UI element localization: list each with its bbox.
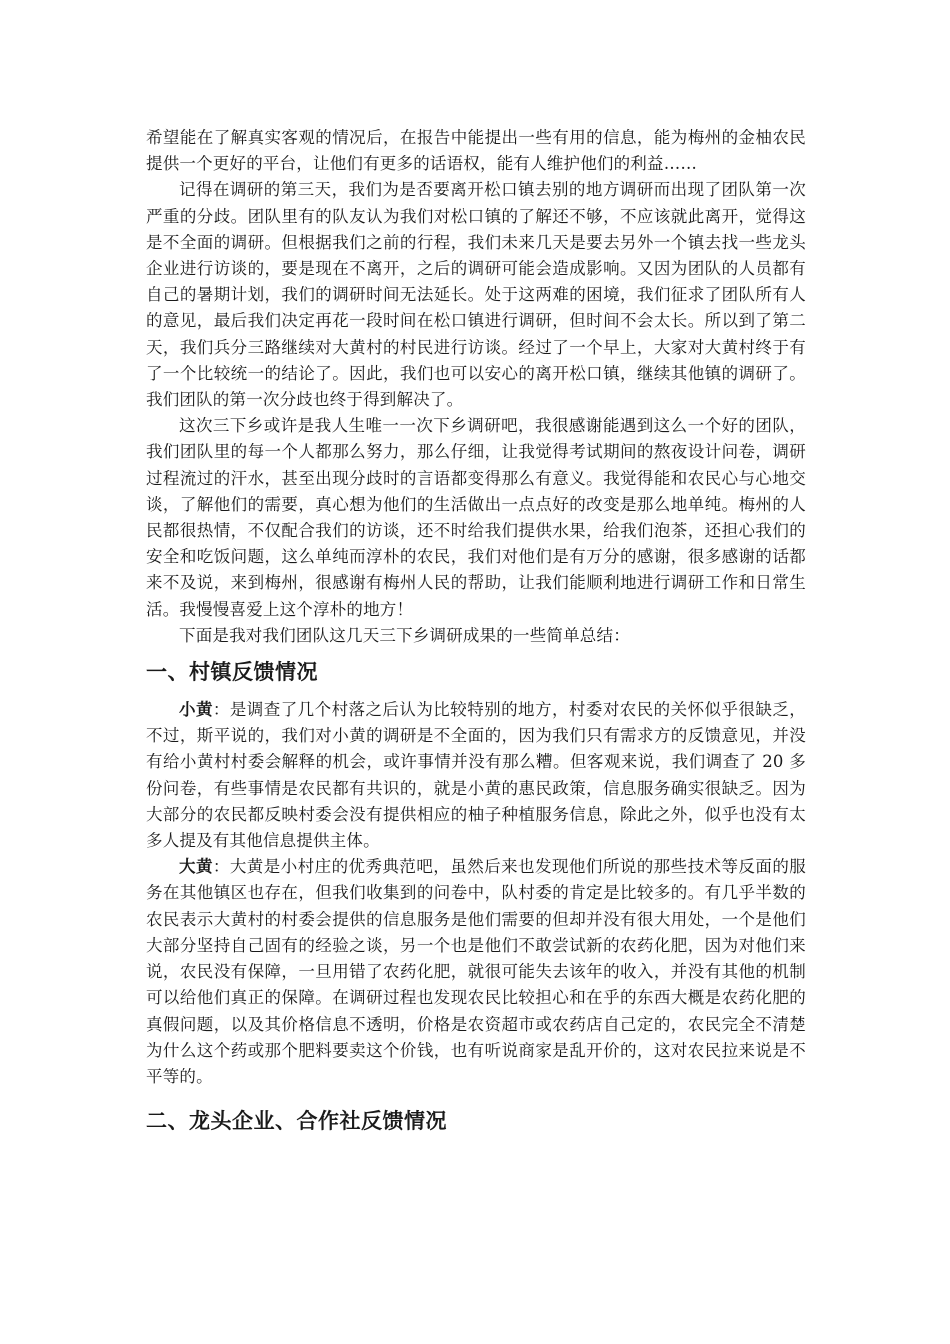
paragraph-gratitude: 这次三下乡或许是我人生唯一一次下乡调研吧，我很感谢能遇到这么一个好的团队，我们团队里的每一个人都那么努力，那么仔细，让我觉得考试期间的熬夜设计问卷，调研过程流过的汗水，甚至出现分歧时的言语都变得那么有意义。我觉得能和农民心与心地交谈，了解他们的需要，真心想为他们的生活做出一点点好的改变是那么地单纯。梅州的人民都很热情，不仅配合我们的访谈，还不时给我们提供水果，给我们泡茶，还担心我们的安全和吃饭问题，这么单纯而淳朴的农民，我们对他们是有万分的感谢，很多感谢的话都来不及说，来到梅州，很感谢有梅州人民的帮助，让我们能顺利地进行调研工作和日常生活。我慢慢喜爱上这个淳朴的地方！ bbox=[146, 416, 806, 619]
paragraph-team-disagreement: 记得在调研的第三天，我们为是否要离开松口镇去别的地方调研而出现了团队第一次严重的分歧。团队里有的队友认为我们对松口镇的了解还不够，不应该就此离开，觉得这是不全面的调研。但根据我们之前的行程，我们未来几天是要去另外一个镇去找一些龙头企业进行访谈的，要是现在不离开，之后的调研可能会造成影响。又因为团队的人员都有自己的暑期计划，我们的调研时间无法延长。处于这两难的困境，我们征求了团队所有人的意见，最后我们决定再花一段时间在松口镇进行调研，但时间不会太长。所以到了第二天，我们兵分三路继续对大黄村的村民进行访谈。经过了一个早上，大家对大黄村终于有了一个比较统一的结论了。因此，我们也可以安心的离开松口镇，继续其他镇的调研了。我们团队的第一次分歧也终于得到解决了。 bbox=[146, 180, 806, 410]
paragraph-xiaohuang bbox=[146, 697, 806, 854]
dahuang-text: ：大黄是小村庄的优秀典范吧，虽然后来也发现他们所说的那些技术等反面的服务在其他镇区也存在，但我们收集到的问卷中，队村委的肯定是比较多的。有几乎半数的农民表示大黄村的村委会提供的信息服务是他们需要的但却并没有很大用处，一个是他们大部分坚持自己固有的经验之谈，另一个也是他们不敢尝试新的农药化肥，因为对他们来说，农民没有保障，一旦用错了农药化肥，就很可能失去该年的收入，并没有其他的机制可以给他们真正的保障。在调研过程也发现农民比较担心和在乎的东西大概是农药化肥的真假问题，以及其价格信息不透明，价格是农资超市或农药店自己定的，农民完全不清楚为什么这个药或那个肥料要卖这个价钱，也有听说商家是乱开价的，这对农民拉来说是不平等的。 bbox=[146, 857, 806, 1086]
paragraph-intro-continuation: 希望能在了解真实客观的情况后，在报告中能提出一些有用的信息，能为梅州的金柚农民提供一个更好的平台，让他们有更多的话语权，能有人维护他们的利益…… bbox=[146, 128, 806, 174]
section-heading-village-feedback: 一、村镇反馈情况 bbox=[146, 660, 318, 685]
xiaohuang-text: ：是调查了几个村落之后认为比较特别的地方，村委对农民的关怀似乎很缺乏，不过，斯平说的，我们对小黄的调研是不全面的，因为我们只有需求方的反馈意见，并没有给小黄村村委会解释的机会，或许事情并没有那么糟。但客观来说，我们调查了 20 多份问卷，有些事情是农民都有共识的，就是小黄的惠民政策，信息服务确实很缺乏。因为大部分的农民都反映村委会没有提供相应的柚子种植服务信息，除此之外，似乎也没有太多人提及有其他信息提供主体。 bbox=[146, 700, 806, 851]
xiaohuang-label: 小黄 bbox=[179, 700, 213, 720]
document-page bbox=[146, 125, 806, 1146]
paragraph-dahuang bbox=[146, 854, 806, 1090]
dahuang-label: 大黄 bbox=[179, 857, 213, 877]
section-heading-enterprise-feedback: 二、龙头企业、合作社反馈情况 bbox=[146, 1109, 447, 1134]
paragraph-summary-intro: 下面是我对我们团队这几天三下乡调研成果的一些简单总结： bbox=[179, 625, 630, 645]
